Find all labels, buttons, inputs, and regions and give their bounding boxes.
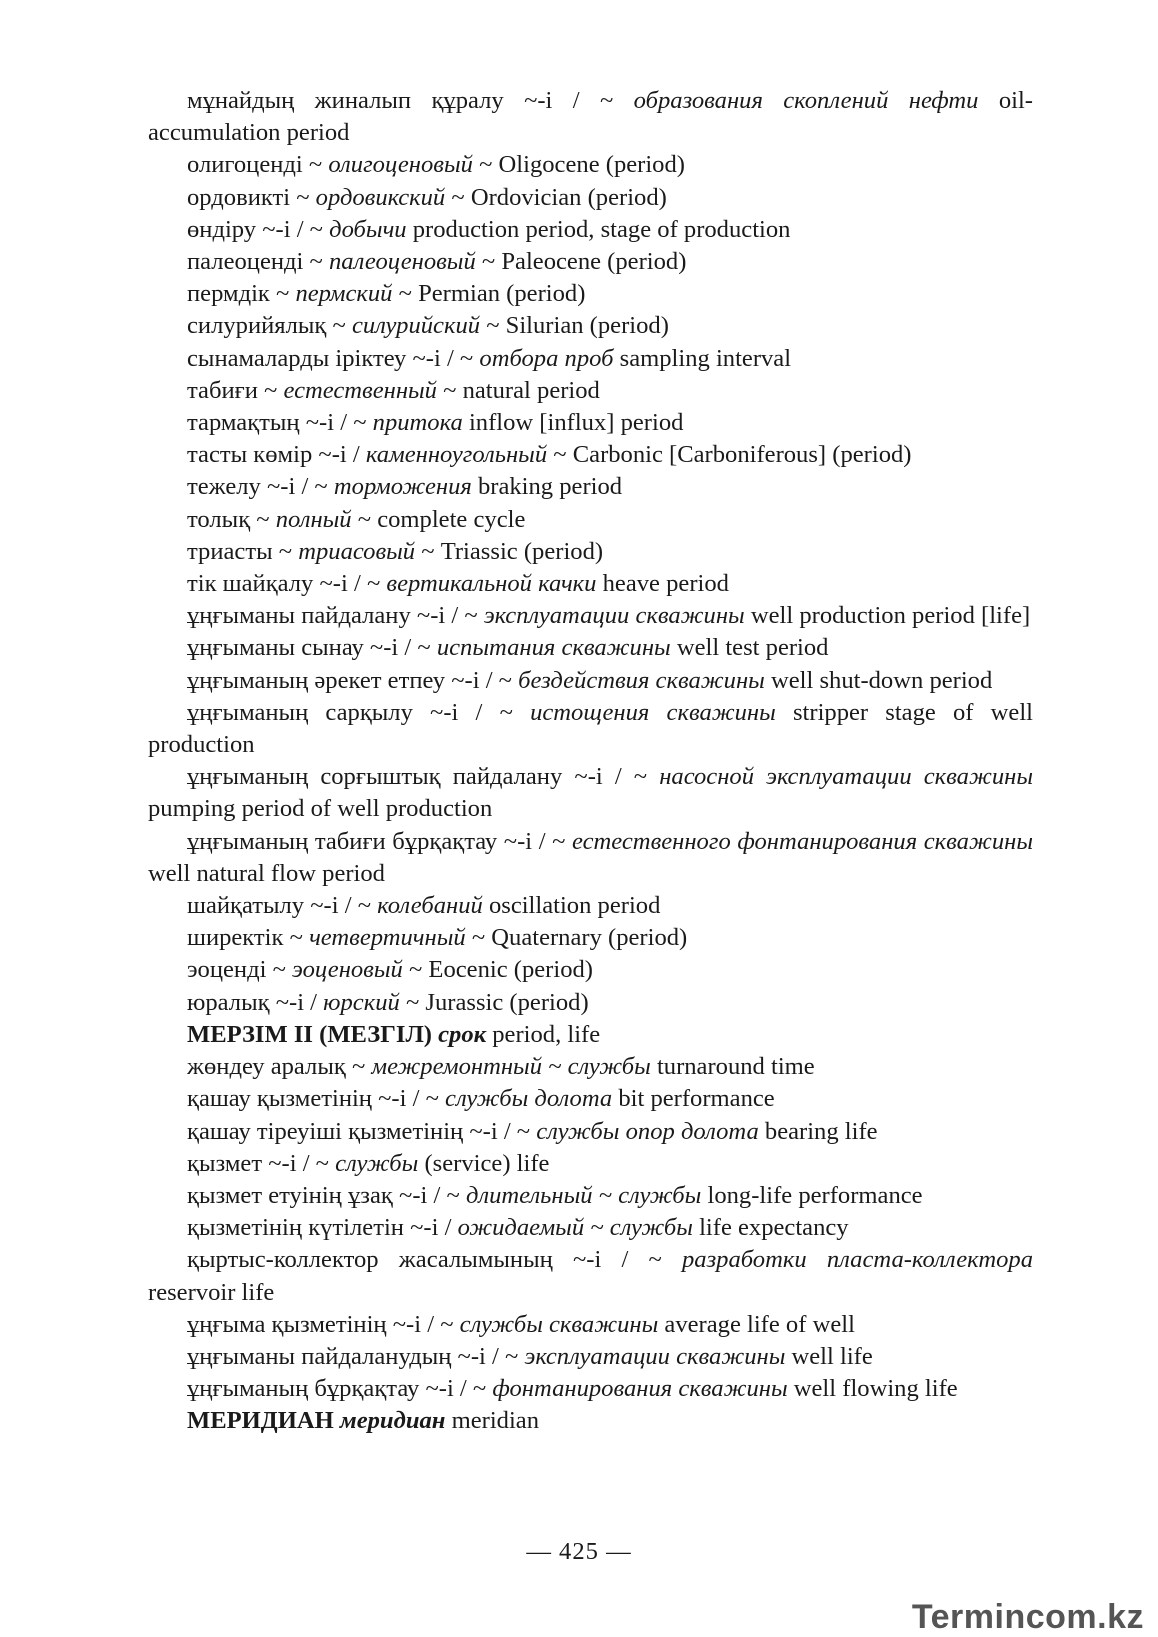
entry-text-n: reservoir life: [148, 1278, 275, 1306]
entry-text-n: bearing life: [758, 1117, 878, 1145]
dictionary-entry: [148, 439, 1033, 471]
dictionary-entry: [148, 987, 1033, 1019]
entry-text-n: олигоценді ~: [187, 151, 329, 179]
entry-text-bi: меридиан: [339, 1407, 446, 1435]
entry-text-n: пермдік ~: [187, 280, 296, 308]
dictionary-entry: [148, 1373, 1033, 1405]
entry-text-i: службы: [335, 1149, 419, 1177]
entry-text-n: ~ Jurassic (period): [399, 988, 589, 1016]
dictionary-entry: [148, 826, 1033, 890]
entry-text-n: ұңғыманың сарқылу ~-і / ~: [187, 698, 531, 726]
dictionary-entry: [148, 375, 1033, 407]
entry-text-n: ширектік ~: [187, 924, 310, 952]
entry-text-n: braking period: [471, 473, 623, 501]
entry-text-n: қашау тіреуіші қызметінің ~-і / ~: [187, 1117, 537, 1145]
entry-text-n: тасты көмір ~-і /: [187, 441, 366, 469]
entry-text-i: ожидаемый ~ службы: [457, 1214, 693, 1242]
dictionary-entry: [148, 1148, 1033, 1180]
entry-text-i: фонтанирования скважины: [492, 1375, 788, 1403]
entry-text-n: ~ Eocenic (period): [402, 956, 593, 984]
dictionary-entry: [148, 504, 1033, 536]
entry-text-n: inflow [influx] period: [462, 409, 684, 437]
entry-text-n: stripper stage of well production: [148, 698, 1033, 759]
entry-text-n: turnaround time: [650, 1053, 815, 1081]
entry-text-i: эксплуатации скважины: [524, 1342, 786, 1370]
entry-text-n: ~ Silurian (period): [480, 312, 669, 340]
entry-text-n: ~ Permian (period): [392, 280, 586, 308]
entry-text-n: шайқатылу ~-і / ~: [187, 892, 378, 920]
entry-text-n: average life of well: [658, 1310, 855, 1338]
entry-text-i: длительный ~ службы: [465, 1181, 702, 1209]
entry-text-i: эксплуатации скважины: [483, 602, 745, 630]
entry-text-n: жөндеу аралық ~: [187, 1053, 372, 1081]
entry-text-n: қашау қызметінің ~-і / ~: [187, 1085, 446, 1113]
entry-text-i: олигоценовый: [328, 151, 473, 179]
entry-text-i: испытания скважины: [436, 634, 671, 662]
page-number: — 425 —: [526, 1538, 632, 1565]
entry-text-i: насосной эксплуатации скважины: [659, 763, 1033, 791]
termincom-logo[interactable]: Termincom.kz: [911, 1598, 1144, 1636]
entry-text-i: палеоценовый: [328, 248, 476, 276]
entry-text-i: добычи: [329, 215, 407, 243]
entry-text-n: тік шайқалу ~-і / ~: [187, 570, 387, 598]
dictionary-entry: [148, 343, 1033, 375]
dictionary-entry: [148, 278, 1033, 310]
entry-text-n: well flowing life: [787, 1375, 958, 1403]
dictionary-entry: [148, 1212, 1033, 1244]
entry-text-n: long-life performance: [701, 1181, 923, 1209]
dictionary-entry: [148, 697, 1033, 761]
entry-text-n: sampling interval: [613, 344, 792, 372]
dictionary-entry: [148, 246, 1033, 278]
entry-text-n: ~ Triassic (period): [415, 537, 604, 565]
entry-text-n: палеоценді ~: [187, 248, 329, 276]
entry-text-n: ~ Oligocene (period): [472, 151, 685, 179]
entry-text-n: ордовикті ~: [187, 183, 316, 211]
entry-text-n: қызметінің күтілетін ~-і /: [187, 1214, 458, 1242]
entry-text-i: триасовый: [298, 537, 416, 565]
entry-text-n: meridian: [445, 1407, 540, 1435]
dictionary-entry: [148, 1341, 1033, 1373]
entry-text-i: четвертичный: [309, 924, 466, 952]
entry-text-n: (service) life: [418, 1149, 550, 1177]
entry-text-i: истощения скважины: [530, 698, 776, 726]
dictionary-entry: [148, 310, 1033, 342]
entry-text-n: қызмет ~-і / ~: [187, 1149, 336, 1177]
entry-text-n: well production period [life]: [744, 602, 1031, 630]
dictionary-entry: [148, 1180, 1033, 1212]
dictionary-entry: [148, 182, 1033, 214]
entry-text-n: pumping period of well production: [148, 795, 493, 823]
entry-text-b: МЕРИДИАН: [187, 1407, 334, 1435]
entry-text-n: well life: [785, 1342, 873, 1370]
dictionary-entry: [148, 890, 1033, 922]
entry-text-n: эоценді ~: [187, 956, 293, 984]
entry-text-n: ұңғыманы пайдалану ~-і / ~: [187, 602, 484, 630]
entry-text-n: oil-accumulation period: [148, 87, 1033, 147]
entry-text-i: силурийский: [351, 312, 481, 340]
entry-text-n: well natural flow period: [148, 859, 385, 887]
entry-text-n: ұңғыманың сорғыштық пайдалану ~-і / ~: [187, 763, 660, 791]
dictionary-page: [148, 85, 1033, 1438]
entry-text-n: ұңғыманың табиғи бұрқақтау ~-і / ~: [187, 827, 573, 855]
entry-text-n: ұңғыма қызметінің ~-і / ~: [187, 1310, 460, 1338]
entry-text-n: силурийялық ~: [187, 312, 352, 340]
entry-text-n: толық ~: [187, 505, 276, 533]
entry-text-n: ұңғыманың бұрқақтау ~-і / ~: [187, 1375, 493, 1403]
entry-text-n: ~ complete cycle: [351, 505, 526, 533]
entry-text-n: юралық ~-і /: [187, 988, 324, 1016]
entry-text-i: колебаний: [377, 892, 483, 920]
entry-text-n: қызмет етуінің ұзақ ~-і / ~: [187, 1181, 466, 1209]
dictionary-entry: [148, 761, 1033, 825]
entry-text-n: oscillation period: [482, 892, 661, 920]
entry-text-i: торможения: [333, 473, 472, 501]
dictionary-entry: [148, 954, 1033, 986]
dictionary-entry: [148, 1116, 1033, 1148]
dictionary-entry: [148, 214, 1033, 246]
entry-text-n: сынамаларды іріктеу ~-і / ~: [187, 344, 480, 372]
entry-text-n: мұнайдың жиналып құралу ~-і / ~: [187, 87, 634, 114]
entry-text-n: well test period: [670, 634, 829, 662]
entry-text-i: вертикальной качки: [386, 570, 597, 598]
entry-text-i: естественный: [283, 376, 437, 404]
dictionary-entry: [148, 1051, 1033, 1083]
entry-text-n: ұңғыманың әрекет етпеу ~-і / ~: [187, 666, 519, 694]
dictionary-entry: [148, 1244, 1033, 1308]
entry-text-n: production period, stage of production: [406, 215, 791, 243]
entry-text-i: службы опор долота: [536, 1117, 759, 1145]
entry-text-n: ұңғыманы сынау ~-і / ~: [187, 634, 437, 662]
dictionary-entry: [148, 1083, 1033, 1115]
entry-text-i: эоценовый: [292, 956, 403, 984]
entry-text-i: бездействия скважины: [518, 666, 765, 694]
entry-text-n: өндіру ~-і / ~: [187, 215, 330, 243]
entry-text-n: ұңғыманы пайдаланудың ~-і / ~: [187, 1342, 525, 1370]
entry-text-i: пермский: [295, 280, 393, 308]
dictionary-entry: [148, 632, 1033, 664]
entry-text-n: тежелу ~-і / ~: [187, 473, 334, 501]
entry-text-n: ~ Ordovician (period): [445, 183, 667, 211]
entry-text-n: ~ natural period: [436, 376, 600, 404]
entry-text-n: ~ Paleocene (period): [475, 248, 687, 276]
entry-text-i: службы долота: [445, 1085, 613, 1113]
entry-text-n: well shut-down period: [764, 666, 993, 694]
entry-text-i: межремонтный ~ службы: [371, 1053, 651, 1081]
entry-text-bi: срок: [438, 1020, 487, 1048]
dictionary-entry: [148, 471, 1033, 503]
entry-text-n: heave period: [596, 570, 729, 598]
dictionary-entry: [148, 1309, 1033, 1341]
dictionary-entry: [148, 407, 1033, 439]
entry-text-n: bit performance: [612, 1085, 775, 1113]
dictionary-entry: [148, 149, 1033, 181]
entry-text-n: қыртыс-коллектор жасалымының ~-і / ~: [187, 1246, 682, 1274]
entry-text-n: тармақтың ~-і / ~: [187, 409, 373, 437]
dictionary-entry: [148, 568, 1033, 600]
entry-text-i: ордовикский: [315, 183, 446, 211]
dictionary-entry: [148, 536, 1033, 568]
entry-text-n: ~ Quaternary (period): [465, 924, 688, 952]
entry-text-n: period, life: [486, 1020, 601, 1048]
entry-text-i: разработки пласта-коллектора: [681, 1246, 1033, 1274]
entry-text-i: службы скважины: [459, 1310, 659, 1338]
entry-text-n: табиғи ~: [187, 376, 284, 404]
dictionary-entry: [148, 1019, 1033, 1051]
dictionary-entry: [148, 1405, 1033, 1437]
dictionary-entry: [148, 665, 1033, 697]
entry-text-i: естественного фонтанирования скважины: [572, 827, 1033, 855]
entry-text-i: полный: [275, 505, 352, 533]
entry-text-b: МЕРЗІМ ІІ (МЕЗГІЛ): [187, 1020, 432, 1048]
entry-text-i: образования скоплений нефти: [633, 87, 979, 114]
dictionary-entry: [148, 600, 1033, 632]
dictionary-entry: [148, 85, 1033, 149]
entry-text-n: триасты ~: [187, 537, 299, 565]
entry-text-i: юрский: [323, 988, 400, 1016]
entry-text-i: каменноугольный: [365, 441, 548, 469]
entry-text-n: life expectancy: [692, 1214, 849, 1242]
entry-text-i: притока: [372, 409, 463, 437]
entry-text-n: ~ Carbonic [Carboniferous] (period): [547, 441, 912, 469]
dictionary-entry: [148, 922, 1033, 954]
entry-text-i: отбора проб: [479, 344, 614, 372]
